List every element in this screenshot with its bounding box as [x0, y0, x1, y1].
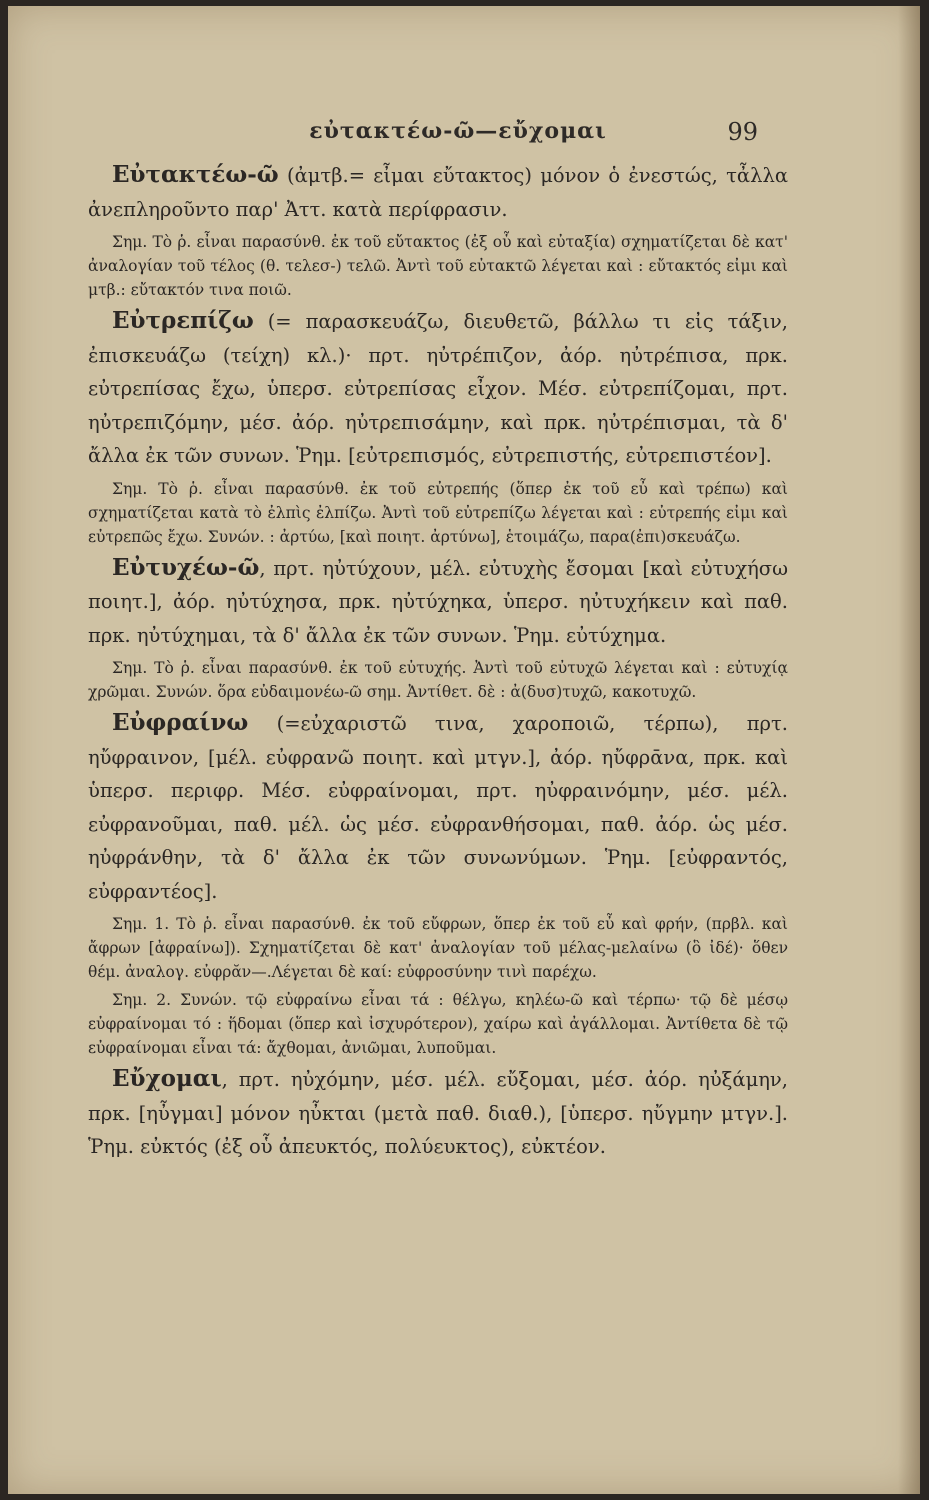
entry-note: Σημ. 2. Συνών. τῷ εὐφραίνω εἶναι τά : θέλγω, κηλέω-ῶ καὶ τέρπω· τῷ δὲ μέσῳ εὐφραίνομαι τό : ἥδομαι (ὅπερ καὶ ἰσχυρότερον), χαίρω καὶ ἀγάλλομαι. Ἀντίθετα δὲ τῷ εὐφραίνομαι εἶναι τά: ἄχθομαι, ἀνιῶμαι, λυποῦμαι.	[88, 991, 788, 1057]
entry-lemma: Εὐτρεπίζω	[112, 307, 254, 334]
entry-paragraph	[88, 1062, 788, 1164]
page-number: 99	[727, 118, 758, 146]
entry-paragraph	[88, 158, 788, 226]
entry-note: Σημ. Τὸ ῥ. εἶναι παρασύνθ. ἐκ τοῦ εὐτρεπής (ὅπερ ἐκ τοῦ εὖ καὶ τρέπω) καὶ σχηματίζεται κατὰ τὸ ἐλπὶς ἐλπίζω. Ἀντὶ τοῦ εὐτρεπίζω λέγεται καὶ : εὐτρεπής εἰμι καὶ εὐτρεπῶς ἔχω. Συνών. : ἀρτύω, [καὶ ποιητ. ἀρτύνω], ἑτοιμάζω, παρα(ἐπι)σκευάζω.	[88, 479, 788, 546]
entry-paragraph	[88, 551, 788, 653]
entry-text: , πρτ. ηὐτύχουν, μέλ. εὐτυχὴς ἔσομαι [καὶ εὐτυχήσω ποιητ.], ἀόρ. ηὐτύχησα, πρκ. ηὐτύχηκα, ὑπερσ. ηὐτυχήκειν καὶ παθ. πρκ. ηὐτύχημαι, τὰ δ' ἄλλα ἐκ τῶν συνων. Ῥημ. εὐτύχημα.	[88, 556, 788, 647]
dictionary-content	[88, 158, 788, 1164]
entry-paragraph	[88, 706, 788, 908]
entry-note: Σημ. Τὸ ῥ. εἶναι παρασύνθ. ἐκ τοῦ εὔτακτος (ἐξ οὗ καὶ εὐταξία) σχηματίζεται δὲ κατ' ἀναλογίαν τοῦ τέλος (θ. τελεσ-) τελῶ. Ἀντὶ τοῦ εὐτακτῶ λέγεται καὶ : εὔτακτός εἰμι καὶ μτβ.: εὔτακτόν τινα ποιῶ.	[88, 233, 788, 299]
entry-text: (ἀμτβ.= εἶμαι εὔτακτος) μόνον ὁ ἐνεστώς, τἆλλα ἀνεπληροῦντο παρ' Ἀττ. κατὰ περίφρασιν.	[88, 164, 788, 221]
entry-text: , πρτ. ηὐχόμην, μέσ. μέλ. εὔξομαι, μέσ. ἀόρ. ηὐξάμην, πρκ. [ηὖγμαι] μόνον ηὖκται (μετὰ παθ. διαθ.), [ὑπερσ. ηὔγμην μτγν.]. Ῥημ. εὐκτός (ἐξ οὗ ἀπευκτός, πολύευκτος), εὐκτέον.	[88, 1068, 788, 1158]
entry-note: Σημ. Τὸ ῥ. εἶναι παρασύνθ. ἐκ τοῦ εὐτυχής. Ἀντὶ τοῦ εὐτυχῶ λέγεται καὶ : εὐτυχίᾳ χρῶμαι. Συνών. ὅρα εὐδαιμονέω-ῶ σημ. Ἀντίθετ. δὲ : ἀ(δυσ)τυχῶ, κακοτυχῶ.	[88, 659, 788, 701]
running-head: εὐτακτέω-ῶ—εὔχομαι	[309, 118, 607, 144]
entry-lemma: Εὔχομαι	[112, 1065, 222, 1092]
entry-lemma: Εὐφραίνω	[112, 709, 249, 736]
entry-euchomai	[88, 1062, 788, 1164]
entry-note: Σημ. 1. Τὸ ῥ. εἶναι παρασύνθ. ἐκ τοῦ εὔφρων, ὅπερ ἐκ τοῦ εὖ καὶ φρήν, (πρβλ. καὶ ἄφρων [ἀφραίνω]). Σχηματίζεται δὲ κατ' ἀναλογίαν τοῦ μέλας-μελαίνω (ὃ ἰδέ)· ὅθεν θέμ. ἀναλογ. εὐφρᾰν—.Λέγεται δὲ καί: εὐφροσύνην τινὶ παρέχω.	[88, 915, 788, 981]
entry-paragraph	[88, 304, 788, 473]
entry-lemma: Εὐτακτέω-ῶ	[112, 161, 279, 188]
entry-text: (= παρασκευάζω, διευθετῶ, βάλλω τι εἰς τάξιν, ἐπισκευάζω (τείχη) κλ.)· πρτ. ηὐτρέπιζον, ἀόρ. ηὐτρέπισα, πρκ. εὐτρεπίσας ἔχω, ὑπερσ. εὐτρεπίσας εἶχον. Μέσ. εὐτρεπίζομαι, πρτ. ηὐτρεπιζόμην, μέσ. ἀόρ. ηὐτρεπισάμην, καὶ πρκ. ηὐτρέπισμαι, τὰ δ' ἄλλα ἐκ τῶν συνων. Ῥημ. [εὐτρεπισμός, εὐτρεπιστής, εὐτρεπιστέον].	[88, 310, 788, 467]
page-header	[8, 118, 908, 152]
entry-text: (=εὐχαριστῶ τινα, χαροποιῶ, τέρπω), πρτ. ηὔφραινον, [μέλ. εὐφρανῶ ποιητ. καὶ μτγν.], ἀόρ. ηὔφρᾱνα, πρκ. καὶ ὑπερσ. περιφρ. Μέσ. εὐφραίνομαι, πρτ. ηὐφραινόμην, μέσ. μέλ. εὐφρανοῦμαι, παθ. μέλ. ὡς μέσ. εὐφρανθήσομαι, παθ. ἀόρ. ὡς μέσ. ηὐφράνθην, τὰ δ' ἄλλα ἐκ τῶν συνωνύμων. Ῥημ. [εὐφραντός, εὐφραντέος].	[88, 712, 789, 903]
entry-eutakteo	[88, 158, 788, 302]
entry-eutycheo	[88, 551, 788, 705]
document-page	[8, 6, 920, 1494]
entry-euphraino	[88, 706, 788, 1060]
entry-eutrepizo	[88, 304, 788, 549]
entry-lemma: Εὐτυχέω-ῶ	[112, 553, 260, 581]
